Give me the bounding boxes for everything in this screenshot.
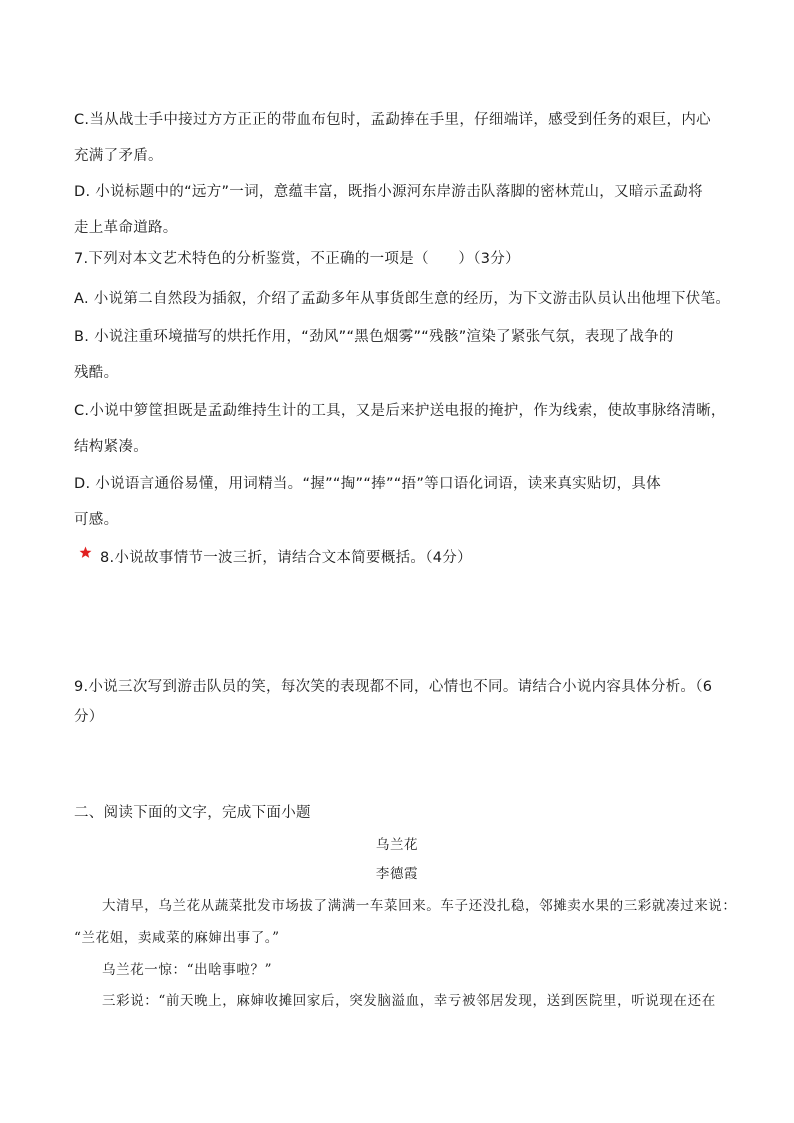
question7-option-c-line2: 结构紧凑。	[74, 439, 148, 455]
question7-option-d-line2: 可感。	[74, 512, 119, 528]
question7-option-c-line1: C.小说中箩筐担既是孟勐维持生计的工具，又是后来护送电报的掩护，作为线索，使故事脉络清晰，	[74, 403, 726, 419]
passage-p3-line1: 三彩说：“前天晚上，麻婶收摊回家后，突发脑溢血，幸亏被邻居发现，送到医院里，听说现在还在	[102, 993, 716, 1009]
passage-author: 李德霞	[375, 866, 419, 882]
question9-line1: 9.小说三次写到游击队员的笑，每次笑的表现都不同，心情也不同。请结合小说内容具体分析。（6	[74, 679, 713, 695]
question7-option-d-line1: D. 小说语言通俗易懂，用词精当。“握”“掏”“捧”“捂”等口语化词语，读来真实贴切，具体	[74, 476, 661, 492]
passage-p2: 乌兰花一惊：“出啥事啦？”	[102, 962, 273, 978]
option6-d-line2: 走上革命道路。	[74, 220, 178, 236]
question8-text: 8.小说故事情节一波三折，请结合文本简要概括。（4分）	[100, 550, 472, 566]
passage-p1-line1: 大清早，乌兰花从蔬菜批发市场拔了满满一车菜回来。车子还没扎稳，邻摊卖水果的三彩就凑过来说：	[102, 898, 737, 914]
option6-c-line2: 充满了矛盾。	[74, 148, 163, 164]
section2-heading: 二、阅读下面的文字，完成下面小题	[74, 805, 311, 821]
question9-line2: 分）	[74, 709, 104, 725]
question7-option-b-line2: 残酷。	[74, 365, 119, 381]
question7-stem: 7.下列对本文艺术特色的分析鉴赏，不正确的一项是（ ）（3分）	[74, 251, 520, 267]
passage-p1-line2: “兰花姐，卖咸菜的麻婶出事了。”	[74, 930, 280, 946]
star-icon	[79, 546, 92, 559]
option6-c-line1: C.当从战士手中接过方方正正的带血布包时，孟勐捧在手里，仔细端详，感受到任务的艰巨，内心	[74, 112, 711, 128]
passage-title: 乌兰花	[375, 837, 419, 853]
option6-d-line1: D. 小说标题中的“远方”一词，意蕴丰富，既指小源河东岸游击队落脚的密林荒山，又暗示孟勐将	[74, 184, 703, 200]
question7-option-b-line1: B. 小说注重环境描写的烘托作用，“劲风”“黑色烟雾”“残骸”渲染了紧张气氛，表现了战争的	[74, 329, 674, 345]
question7-option-a: A. 小说第二自然段为插叙，介绍了孟勐多年从事货郎生意的经历，为下文游击队员认出他埋下伏笔。	[74, 291, 731, 307]
